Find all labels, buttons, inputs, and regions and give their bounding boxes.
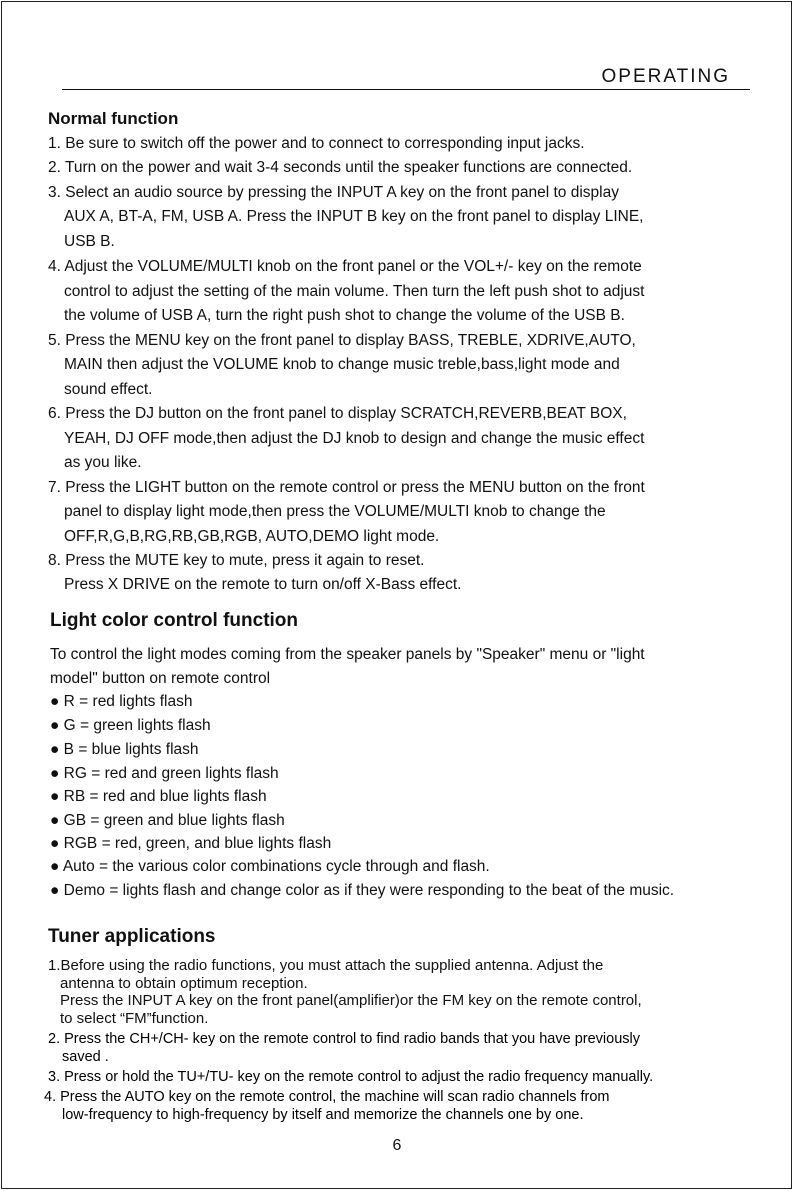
text-line: Press the INPUT A key on the front panel(amplifier)or the FM key on the remote control, (60, 992, 642, 1009)
header-rule (62, 89, 750, 90)
text-line: 1.Before using the radio functions, you must attach the supplied antenna. Adjust the (48, 957, 604, 974)
bullet-item: ● RB = red and blue lights flash (50, 788, 267, 805)
bullet-item: ● RG = red and green lights flash (50, 765, 279, 782)
bullet-item: ● B = blue lights flash (50, 741, 199, 758)
text-line: 8. Press the MUTE key to mute, press it again to reset. (48, 552, 425, 569)
text-line: 2. Turn on the power and wait 3-4 seconds until the speaker functions are connected. (48, 159, 633, 176)
page-number: 6 (392, 1137, 402, 1154)
bullet-item: ● RGB = red, green, and blue lights flash (50, 835, 332, 852)
text-line: AUX A, BT-A, FM, USB A. Press the INPUT B key on the front panel to display LINE, (64, 208, 644, 225)
text-line: 5. Press the MENU key on the front panel to display BASS, TREBLE, XDRIVE,AUTO, (48, 332, 636, 349)
text-line: YEAH, DJ OFF mode,then adjust the DJ knob to design and change the music effect (64, 430, 645, 447)
bullet-item: ● R = red lights flash (50, 693, 193, 710)
text-line: 3. Press or hold the TU+/TU- key on the remote control to adjust the radio frequency manually. (48, 1069, 654, 1085)
text-line: low-frequency to high-frequency by itself and memorize the channels one by one. (62, 1107, 584, 1123)
header-title: OPERATING (601, 66, 730, 87)
text-line: 3. Select an audio source by pressing the INPUT A key on the front panel to display (48, 184, 619, 201)
text-line: 7. Press the LIGHT button on the remote control or press the MENU button on the front (48, 479, 645, 496)
text-line: MAIN then adjust the VOLUME knob to change music treble,bass,light mode and (64, 356, 620, 373)
text-line: panel to display light mode,then press the VOLUME/MULTI knob to change the (64, 503, 606, 520)
bullet-item: ● Auto = the various color combinations cycle through and flash. (50, 858, 490, 875)
text-line: To control the light modes coming from the speaker panels by "Speaker" menu or "light (50, 646, 645, 663)
section-title-light: Light color control function (50, 610, 299, 631)
section-title-normal: Normal function (48, 109, 179, 128)
text-line: sound effect. (64, 381, 153, 398)
text-line: model" button on remote control (50, 670, 271, 687)
text-line: to select “FM”function. (60, 1010, 209, 1027)
text-line: the volume of USB A, turn the right push shot to change the volume of the USB B. (64, 307, 625, 324)
text-line: 6. Press the DJ button on the front panel to display SCRATCH,REVERB,BEAT BOX, (48, 405, 627, 422)
text-line: saved . (62, 1049, 109, 1065)
text-line: Press X DRIVE on the remote to turn on/off X-Bass effect. (64, 576, 462, 593)
bullet-item: ● GB = green and blue lights flash (50, 812, 285, 829)
text-line: 4. Adjust the VOLUME/MULTI knob on the front panel or the VOL+/- key on the remote (48, 258, 642, 275)
text-line: 2. Press the CH+/CH- key on the remote control to find radio bands that you have previously (48, 1031, 640, 1047)
section-title-tuner: Tuner applications (48, 926, 216, 947)
bullet-item: ● G = green lights flash (50, 717, 211, 734)
text-line: 4. Press the AUTO key on the remote control, the machine will scan radio channels from (44, 1089, 610, 1105)
text-line: OFF,R,G,B,RG,RB,GB,RGB, AUTO,DEMO light mode. (64, 528, 440, 545)
text-line: 1. Be sure to switch off the power and to connect to corresponding input jacks. (48, 135, 585, 152)
text-line: as you like. (64, 454, 142, 471)
text-line: USB B. (64, 233, 115, 250)
text-line: antenna to obtain optimum reception. (60, 975, 308, 992)
text-line: control to adjust the setting of the main volume. Then turn the left push shot to adjust (64, 283, 645, 300)
bullet-item: ● Demo = lights flash and change color as if they were responding to the beat of the music. (50, 882, 675, 899)
